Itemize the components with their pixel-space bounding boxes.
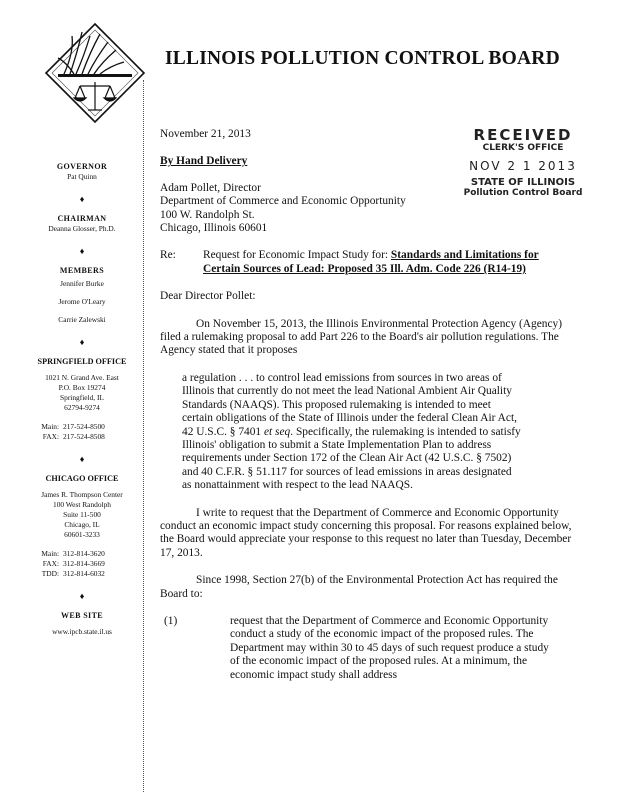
- diamond-divider: ♦: [79, 246, 85, 256]
- quote-text: . Specifically, the rulemaking is intended to satisfy Illinois' obligation to submit a State Implementation Plan to address requirements under Section 172 of the Clean Air Act (42 U.S.C. § 7502) and 40 C.F.R. § 51.117 for sources of lead emissions in areas designated as nonattainment with respect to the lead NAAQS.: [182, 425, 521, 492]
- stamp-received: RECEIVED: [473, 126, 573, 144]
- list-text: request that the Department of Commerce and Economic Opportunity conduct a study of the economic impact of the proposed rules. The Department may within 30 to 45 days of such request produce a study of the economic impact of the proposed rules. At a minimum, the economic impact study shall address: [230, 614, 549, 681]
- diamond-divider: ♦: [79, 337, 85, 347]
- re-label: Re:: [160, 249, 176, 262]
- salutation: Dear Director Pollet:: [160, 290, 256, 303]
- re-line: [160, 249, 578, 276]
- address-line: 100 West Randolph: [53, 500, 111, 509]
- board-logo: [44, 22, 146, 124]
- address-line: Chicago, IL: [64, 520, 100, 529]
- address-line: Springfield, IL: [60, 393, 104, 402]
- quote-text: a regulation . . . to control lead emissions from sources in two areas of Illinois that currently do not meet the lead National Ambient Air Quality Standards (NAAQS). This proposed rulemaking is intended to meet certain obligations of the State of Illinois under the federal Clean Air Act, 42 U.S.C. § 7401: [182, 371, 517, 438]
- chicago-phones: [35, 549, 129, 579]
- phone-label: Main:: [41, 422, 59, 431]
- recipient-line: 100 W. Randolph St.: [160, 208, 255, 221]
- recipient-line: Adam Pollet, Director: [160, 181, 261, 194]
- list-number: (1): [164, 614, 178, 627]
- address-line: 1021 N. Grand Ave. East: [45, 373, 119, 382]
- phone-label: FAX:: [42, 432, 59, 441]
- address-line: 60601-3233: [64, 530, 100, 539]
- sidebar-divider: [143, 80, 144, 792]
- list-item: [160, 615, 578, 682]
- stamp-clerks-office: CLERK'S OFFICE: [482, 143, 564, 153]
- address-line: 62794-9274: [64, 403, 100, 412]
- chicago-office-heading: CHICAGO OFFICE: [45, 474, 119, 483]
- governor-heading: GOVERNOR: [56, 162, 108, 171]
- re-text: Request for Economic Impact Study for:: [203, 249, 389, 262]
- letter-body: [160, 128, 578, 682]
- letter-date: November 21, 2013: [160, 128, 251, 140]
- diamond-divider: ♦: [79, 591, 85, 601]
- phone-number: 312-814-6032: [63, 569, 105, 578]
- chicago-address: [28, 490, 136, 540]
- stamp-state: STATE OF ILLINOIS: [470, 177, 576, 188]
- address-line: James R. Thompson Center: [41, 490, 123, 499]
- phone-label: Main:: [41, 549, 59, 558]
- re-subject: Standards and Limitations for Certain Sources of Lead: Proposed 35 Ill. Adm. Code 226 (R14-19): [203, 249, 539, 275]
- address-line: Suite 11-500: [63, 510, 101, 519]
- springfield-office-heading: SPRINGFIELD OFFICE: [37, 357, 127, 366]
- recipient-block: [160, 182, 578, 236]
- paragraph-1: On November 15, 2013, the Illinois Environmental Protection Agency (Agency) filed a rulemaking proposal to add Part 226 to the Board's air pollution regulations. The Agency stated that it proposes: [160, 317, 563, 357]
- website-heading: WEB SITE: [60, 611, 104, 620]
- board-name-heading: ILLINOIS POLLUTION CONTROL BOARD: [165, 48, 560, 69]
- members-heading: MEMBERS: [59, 266, 105, 275]
- recipient-line: Department of Commerce and Economic Opportunity: [160, 195, 406, 208]
- chairman-heading: CHAIRMAN: [57, 214, 107, 223]
- address-line: P.O. Box 19274: [58, 383, 106, 392]
- recipient-line: Chicago, Illinois 60601: [160, 222, 268, 235]
- phone-number: 217-524-8508: [63, 432, 105, 441]
- quote-et-seq: et seq: [263, 425, 291, 438]
- phone-number: 312-814-3669: [63, 559, 105, 568]
- member-name: Jennifer Burke: [60, 279, 104, 288]
- diamond-divider: ♦: [79, 454, 85, 464]
- chairman-name: Deanna Glosser, Ph.D.: [48, 224, 116, 233]
- diamond-divider: ♦: [79, 194, 85, 204]
- phone-number: 312-814-3620: [63, 549, 105, 558]
- sidebar: [28, 160, 136, 637]
- stamp-date: NOV 2 1 2013: [469, 159, 577, 173]
- phone-label: TDD:: [41, 569, 59, 578]
- website-link[interactable]: www.ipcb.state.il.us: [52, 627, 112, 636]
- phone-label: FAX:: [42, 559, 59, 568]
- springfield-phones: [35, 422, 129, 442]
- delivery-method: By Hand Delivery: [160, 155, 248, 168]
- paragraph-3: Since 1998, Section 27(b) of the Environmental Protection Act has required the Board to:: [160, 574, 558, 600]
- springfield-address: [28, 373, 136, 413]
- paragraph-2: I write to request that the Department of Commerce and Economic Opportunity conduct an economic impact study concerning this proposal. For reasons explained below, the Board would appreciate your response to this request no later than Tuesday, December 17, 2013.: [160, 506, 572, 559]
- member-name: Jerome O'Leary: [58, 297, 106, 306]
- member-name: Carrie Zalewski: [58, 315, 106, 324]
- block-quote: [160, 372, 522, 493]
- phone-number: 217-524-8500: [63, 422, 105, 431]
- governor-name: Pat Quinn: [67, 172, 97, 181]
- stamp-board: Pollution Control Board: [463, 188, 583, 198]
